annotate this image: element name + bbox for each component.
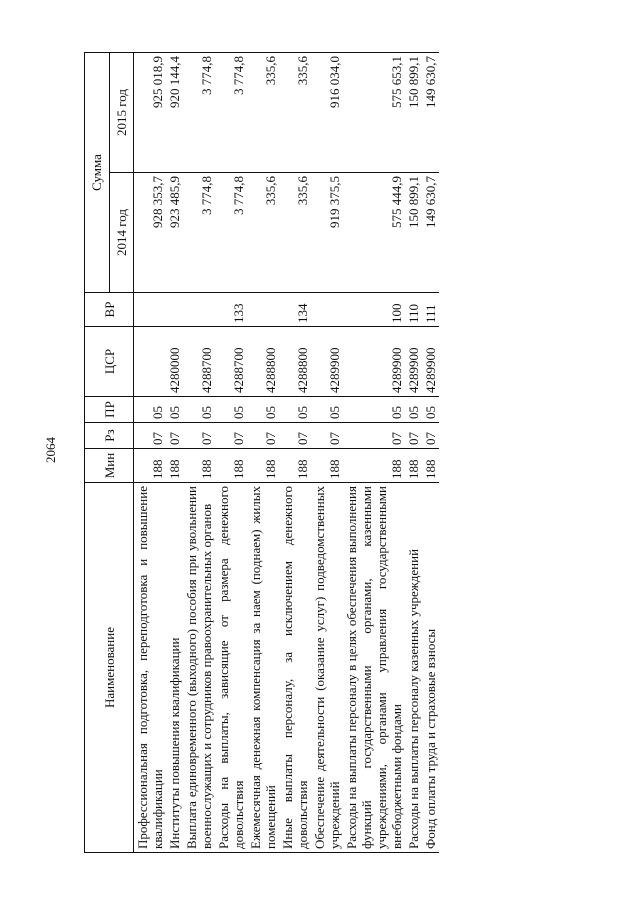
row-pr: 05 (166, 397, 183, 423)
row-sum-2015: 575 653,1 (343, 53, 405, 173)
row-rz: 07 (343, 423, 405, 449)
row-csr: 4288700 (183, 327, 215, 397)
row-sum-2015: 335,6 (279, 53, 311, 173)
table-row (405, 53, 422, 853)
table-row (422, 53, 439, 853)
row-rz: 07 (311, 423, 343, 449)
row-name: Ежемесячная денежная компенсация за наем (поднаем) жилых помещений (247, 483, 279, 853)
row-min: 188 (343, 449, 405, 483)
table-header (85, 53, 134, 853)
row-sum-2014: 928 353,7 (134, 173, 167, 293)
row-pr: 05 (405, 397, 422, 423)
row-pr: 05 (422, 397, 439, 423)
row-csr (134, 327, 167, 397)
table-row (215, 53, 247, 853)
row-vr: 100 (343, 293, 405, 327)
row-name: Институты повышения квалификации (166, 483, 183, 853)
row-vr (311, 293, 343, 327)
row-vr: 111 (422, 293, 439, 327)
row-min: 188 (247, 449, 279, 483)
header-name: Наименование (85, 483, 134, 853)
page-number: 2064 (43, 437, 58, 463)
row-pr: 05 (183, 397, 215, 423)
row-name: Профессиональная подготовка, переподготовка и повышение квалификации (134, 483, 167, 853)
row-rz: 07 (405, 423, 422, 449)
row-name: Расходы на выплаты персоналу в целях обеспечения выполнения функций государственными органами, казенными учреждениями, органами управления государственными внебюджетными фондами (343, 483, 405, 853)
row-vr (247, 293, 279, 327)
header-year-2015: 2015 год (109, 53, 134, 173)
row-name: Иные выплаты персоналу, за исключением денежного довольствия (279, 483, 311, 853)
row-csr: 4288800 (247, 327, 279, 397)
table-row (311, 53, 343, 853)
table-row (279, 53, 311, 853)
row-csr: 4289900 (311, 327, 343, 397)
row-name: Фонд оплаты труда и страховые взносы (422, 483, 439, 853)
header-pr: ПР (85, 397, 134, 423)
row-name: Расходы на выплаты персоналу казенных учреждений (405, 483, 422, 853)
row-rz: 07 (166, 423, 183, 449)
table-row (134, 53, 167, 853)
row-rz: 07 (247, 423, 279, 449)
header-csr: ЦСР (85, 327, 134, 397)
row-csr: 4280000 (166, 327, 183, 397)
row-vr: 110 (405, 293, 422, 327)
row-sum-2015: 3 774,8 (215, 53, 247, 173)
row-csr: 4288800 (279, 327, 311, 397)
header-sum: Сумма (85, 53, 110, 293)
row-min: 188 (183, 449, 215, 483)
header-vr: ВР (85, 293, 134, 327)
row-pr: 05 (215, 397, 247, 423)
row-sum-2014: 919 375,5 (311, 173, 343, 293)
row-sum-2015: 925 018,9 (134, 53, 167, 173)
row-vr: 133 (215, 293, 247, 327)
row-rz: 07 (422, 423, 439, 449)
row-sum-2014: 149 630,7 (422, 173, 439, 293)
row-pr: 05 (134, 397, 167, 423)
row-min: 188 (422, 449, 439, 483)
row-sum-2014: 575 444,9 (343, 173, 405, 293)
table-row (247, 53, 279, 853)
row-vr: 134 (279, 293, 311, 327)
row-rz: 07 (183, 423, 215, 449)
table-row (166, 53, 183, 853)
table-row (343, 53, 405, 853)
row-sum-2015: 3 774,8 (183, 53, 215, 173)
row-sum-2014: 3 774,8 (215, 173, 247, 293)
row-sum-2014: 3 774,8 (183, 173, 215, 293)
row-name: Обеспечение деятельности (оказание услуг) подведомственных учреждений (311, 483, 343, 853)
row-csr: 4289900 (343, 327, 405, 397)
row-min: 188 (311, 449, 343, 483)
row-min: 188 (405, 449, 422, 483)
rotated-page-content (84, 53, 601, 853)
row-csr: 4289900 (405, 327, 422, 397)
row-sum-2015: 335,6 (247, 53, 279, 173)
row-rz: 07 (215, 423, 247, 449)
row-min: 188 (166, 449, 183, 483)
row-sum-2014: 335,6 (247, 173, 279, 293)
row-pr: 05 (279, 397, 311, 423)
row-csr: 4289900 (422, 327, 439, 397)
row-sum-2014: 335,6 (279, 173, 311, 293)
table-row (183, 53, 215, 853)
row-name: Выплата единовременного (выходного) пособия при увольнении военнослужащих и сотрудников правоохранительных органов (183, 483, 215, 853)
row-vr (134, 293, 167, 327)
header-rz: Рз (85, 423, 134, 449)
header-year-2014: 2014 год (109, 173, 134, 293)
row-min: 188 (279, 449, 311, 483)
row-min: 188 (134, 449, 167, 483)
table-body (134, 53, 440, 853)
row-sum-2015: 916 034,0 (311, 53, 343, 173)
row-vr (166, 293, 183, 327)
budget-table (84, 52, 439, 853)
row-pr: 05 (247, 397, 279, 423)
row-name: Расходы на выплаты, зависящие от размера денежного довольствия (215, 483, 247, 853)
row-sum-2014: 923 485,9 (166, 173, 183, 293)
row-pr: 05 (343, 397, 405, 423)
row-pr: 05 (311, 397, 343, 423)
row-vr (183, 293, 215, 327)
row-sum-2014: 150 899,1 (405, 173, 422, 293)
row-csr: 4288700 (215, 327, 247, 397)
row-min: 188 (215, 449, 247, 483)
row-sum-2015: 150 899,1 (405, 53, 422, 173)
row-sum-2015: 149 630,7 (422, 53, 439, 173)
header-min: Мин (85, 449, 134, 483)
row-rz: 07 (134, 423, 167, 449)
row-sum-2015: 920 144,4 (166, 53, 183, 173)
row-rz: 07 (279, 423, 311, 449)
